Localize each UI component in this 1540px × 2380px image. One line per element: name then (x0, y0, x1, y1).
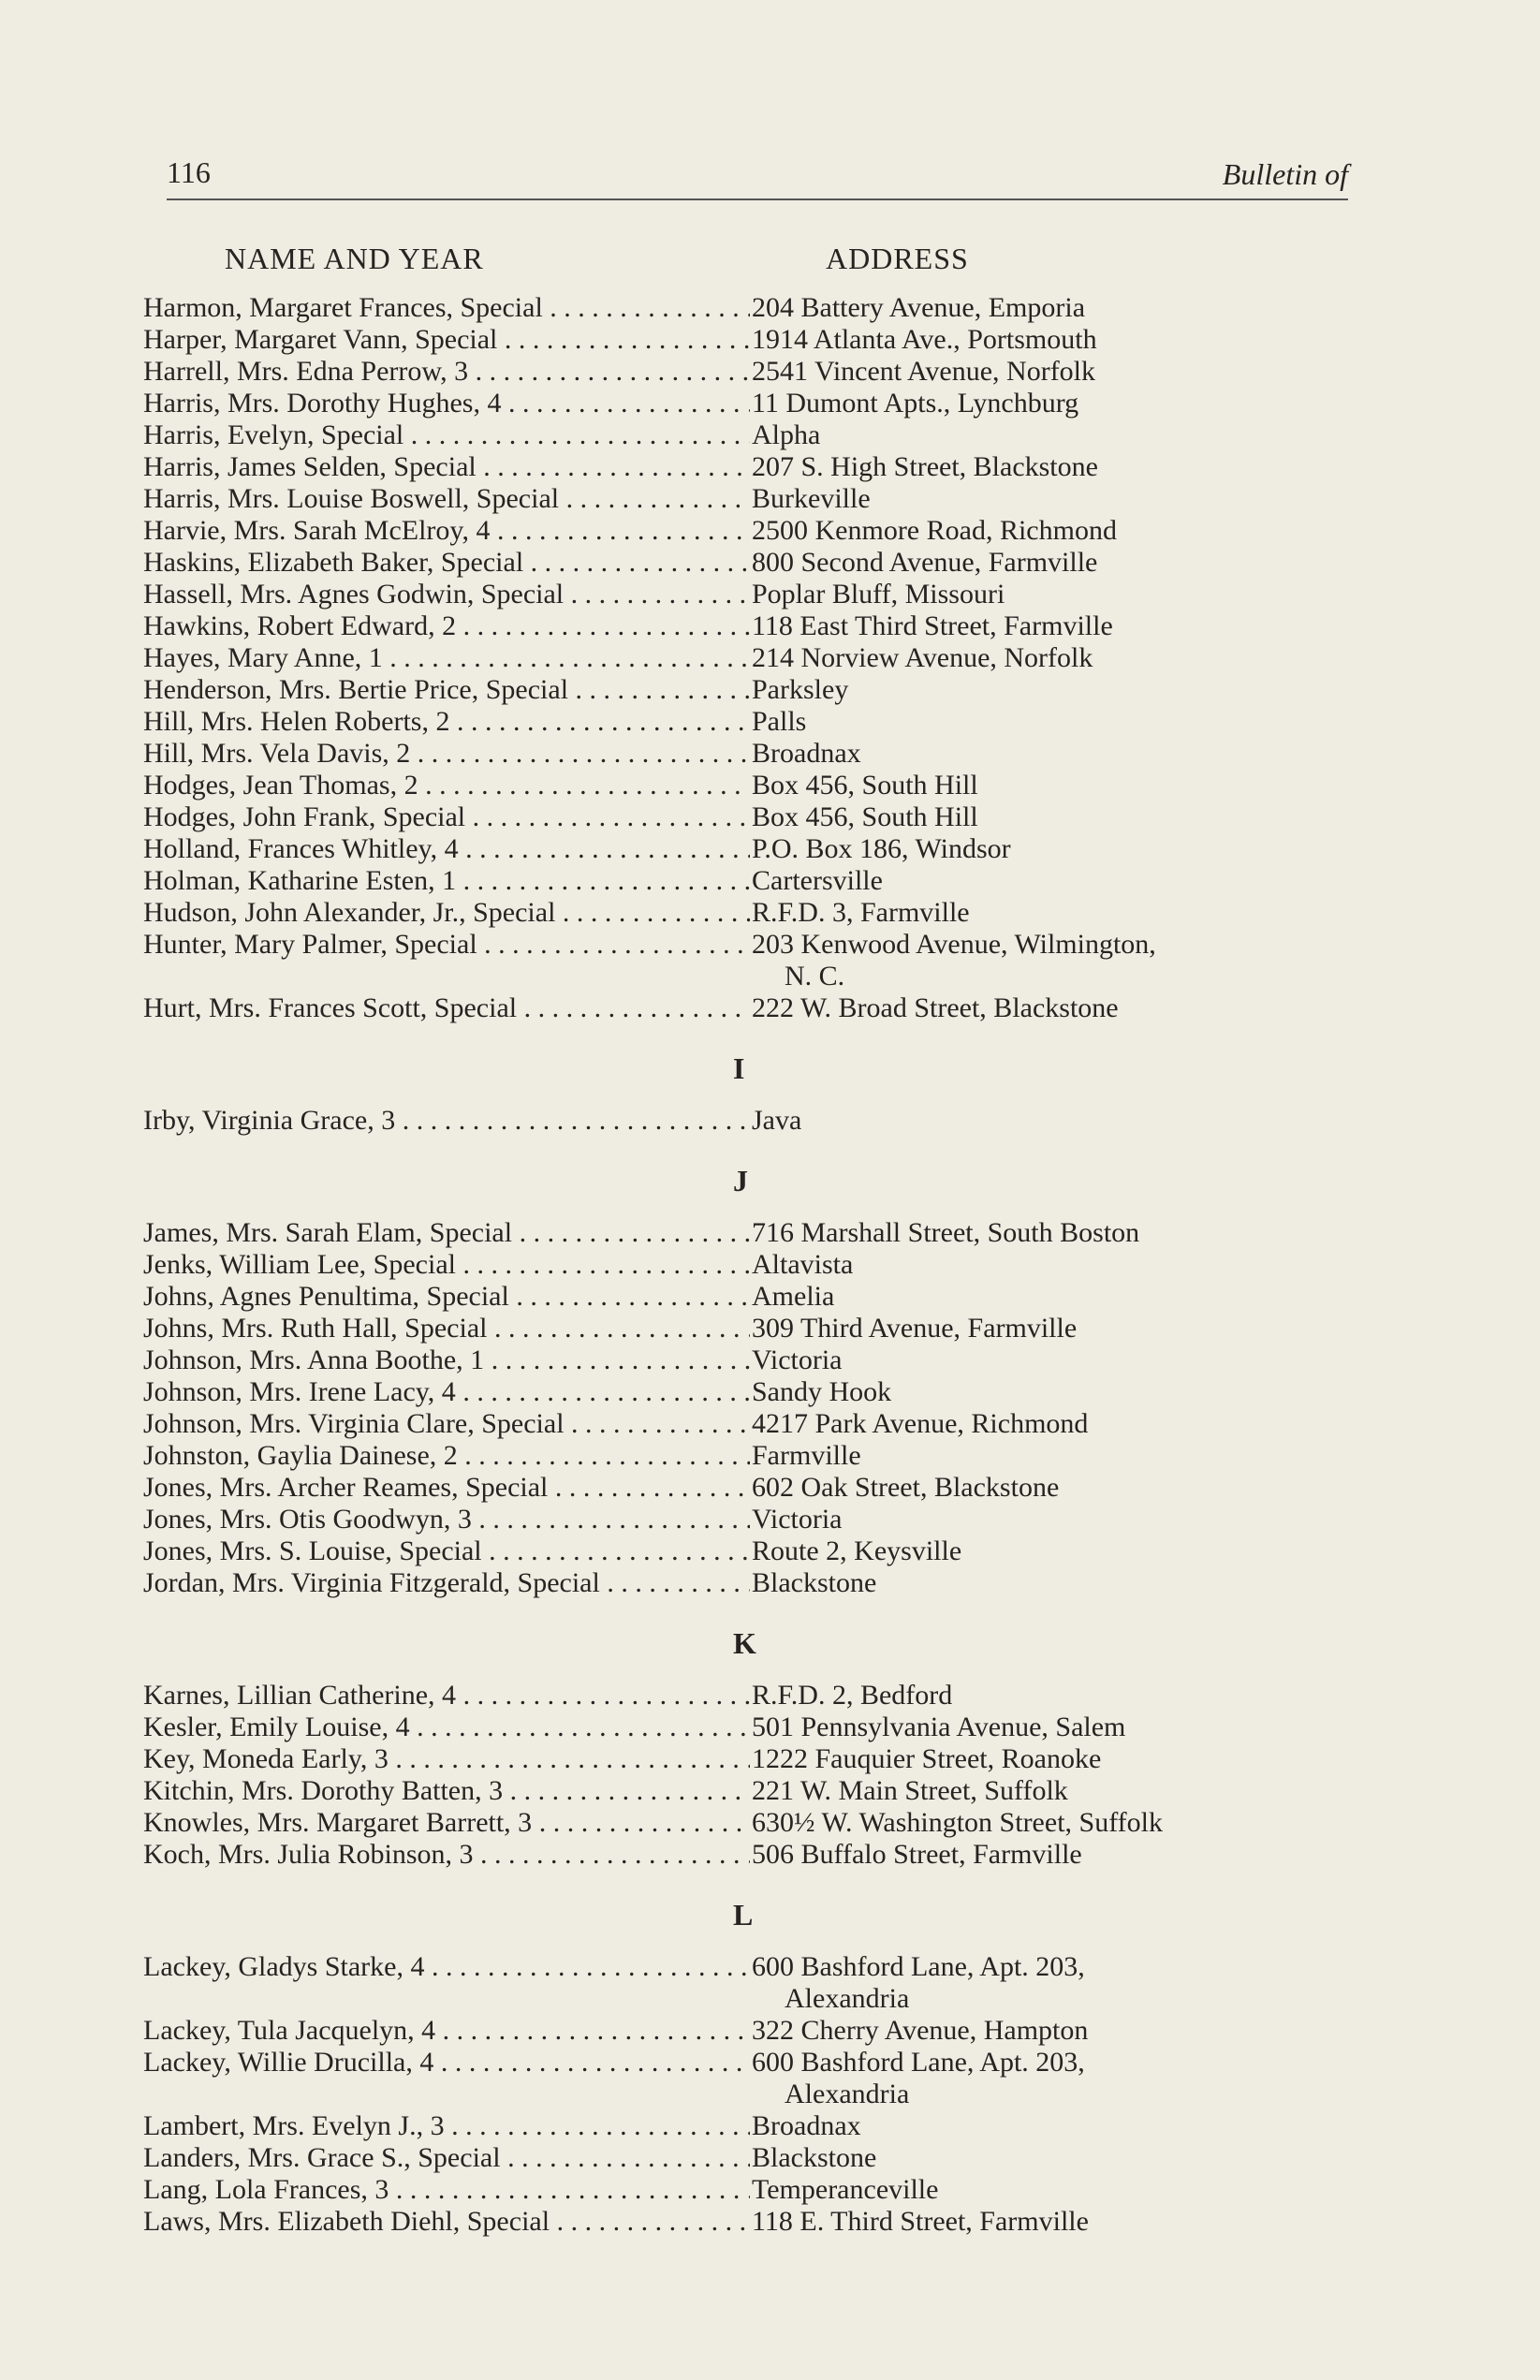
entry-address: R.F.D. 3, Farmville (752, 897, 970, 928)
entry-address: Route 2, Keysville (752, 1535, 962, 1566)
entry-name: Lang, Lola Frances, 3 . . . (143, 2174, 750, 2206)
entry-address: 501 Pennsylvania Avenue, Salem (752, 1712, 1126, 1742)
entry-address: Poplar Bluff, Missouri (752, 579, 1005, 610)
entry-name: Harris, Mrs. Dorothy Hughes, 4 . . . (143, 388, 750, 419)
list-item (143, 833, 1360, 865)
entry-name: Lackey, Gladys Starke, 4 . . . (143, 1951, 750, 1983)
list-item (143, 547, 1360, 579)
entry-address: Sandy Hook (752, 1376, 892, 1407)
section-letter: J (733, 1164, 748, 1197)
entry-name: Hill, Mrs. Vela Davis, 2 . . . (143, 738, 750, 770)
list-item (143, 1807, 1360, 1839)
entry-address: 322 Cherry Avenue, Hampton (752, 2015, 1089, 2046)
entry-name: Johnson, Mrs. Irene Lacy, 4 . . . (143, 1376, 750, 1408)
list-item (143, 388, 1360, 419)
entry-name: James, Mrs. Sarah Elam, Special . . . (143, 1217, 750, 1249)
entry-name: Key, Moneda Early, 3 . . . (143, 1743, 750, 1775)
list-item (143, 1440, 1360, 1472)
list-item (143, 419, 1360, 451)
entry-name: Harvie, Mrs. Sarah McElroy, 4 . . . (143, 515, 750, 547)
entry-name: Kitchin, Mrs. Dorothy Batten, 3 . . . (143, 1775, 750, 1807)
running-title: Bulletin of (1222, 157, 1348, 191)
entry-address: Altavista (752, 1249, 854, 1280)
entry-address: P.O. Box 186, Windsor (752, 833, 1011, 864)
entry-address: R.F.D. 2, Bedford (752, 1680, 953, 1711)
entry-address: 602 Oak Street, Blackstone (752, 1472, 1060, 1503)
entry-name: Harrell, Mrs. Edna Perrow, 3 . . . (143, 356, 750, 388)
section-letter: I (733, 1051, 745, 1085)
list-item (143, 579, 1360, 610)
entry-name: Hayes, Mary Anne, 1 . . . (143, 642, 750, 674)
entry-address: 214 Norview Avenue, Norfolk (752, 642, 1093, 673)
list-item (143, 515, 1360, 547)
entry-address: Box 456, South Hill (752, 801, 978, 832)
entry-address: Parksley (752, 674, 849, 705)
entry-name: Koch, Mrs. Julia Robinson, 3 . . . (143, 1839, 750, 1871)
entry-address: 11 Dumont Apts., Lynchburg (752, 388, 1079, 419)
entry-name: Holman, Katharine Esten, 1 . . . (143, 865, 750, 897)
entry-address: Victoria (752, 1504, 843, 1535)
entry-address-continuation: N. C. (785, 961, 845, 992)
list-item (143, 2174, 1360, 2206)
entry-address: Victoria (752, 1344, 843, 1375)
entry-address: 203 Kenwood Avenue, Wilmington, (752, 929, 1156, 960)
list-item (143, 1217, 1360, 1249)
list-item (143, 1839, 1360, 1871)
entry-name: Laws, Mrs. Elizabeth Diehl, Special . . . (143, 2206, 750, 2238)
entry-address: Temperanceville (752, 2174, 939, 2205)
entry-name: Harper, Margaret Vann, Special . . . (143, 324, 750, 356)
list-item (143, 292, 1360, 324)
list-item (143, 1408, 1360, 1440)
entry-address: 1914 Atlanta Ave., Portsmouth (752, 324, 1097, 355)
entry-address-continuation: Alexandria (785, 1983, 910, 2014)
list-item (143, 1281, 1360, 1313)
entry-address-continuation: Alexandria (785, 2079, 910, 2109)
entry-name: Lambert, Mrs. Evelyn J., 3 . . . (143, 2110, 750, 2142)
entry-name: Hodges, John Frank, Special . . . (143, 801, 750, 833)
directory-list (143, 292, 1360, 2238)
entry-address: Amelia (752, 1281, 835, 1312)
list-item (143, 483, 1360, 515)
entry-address: 600 Bashford Lane, Apt. 203, (752, 2047, 1085, 2078)
entry-address: Broadnax (752, 738, 861, 769)
entry-address: Palls (752, 706, 807, 737)
entry-address: 2500 Kenmore Road, Richmond (752, 515, 1117, 546)
page-number: 116 (167, 155, 211, 189)
entry-name: Harris, Evelyn, Special . . . (143, 419, 750, 451)
entry-name: Johnson, Mrs. Virginia Clare, Special . . . (143, 1408, 750, 1440)
entry-address: 207 S. High Street, Blackstone (752, 451, 1098, 482)
list-item (143, 356, 1360, 388)
entry-name: Hunter, Mary Palmer, Special . . . (143, 929, 750, 961)
entry-address: Java (752, 1105, 802, 1136)
entry-name: Haskins, Elizabeth Baker, Special . . . (143, 547, 750, 579)
list-item (143, 1775, 1360, 1807)
list-item (143, 1567, 1360, 1599)
list-item (143, 1472, 1360, 1504)
section-letter: K (733, 1626, 756, 1660)
entry-name: Jones, Mrs. Otis Goodwyn, 3 . . . (143, 1504, 750, 1535)
list-item (143, 2047, 1360, 2079)
entry-address: Alpha (752, 419, 821, 450)
list-item (143, 929, 1360, 961)
entry-name: Harmon, Margaret Frances, Special . . . (143, 292, 750, 324)
entry-address: 716 Marshall Street, South Boston (752, 1217, 1140, 1248)
entry-name: Knowles, Mrs. Margaret Barrett, 3 . . . (143, 1807, 750, 1839)
entry-name: Karnes, Lillian Catherine, 4 . . . (143, 1680, 750, 1712)
entry-name: Lackey, Tula Jacquelyn, 4 . . . (143, 2015, 750, 2047)
entry-address: Burkeville (752, 483, 871, 514)
entry-name: Jones, Mrs. Archer Reames, Special . . . (143, 1472, 750, 1504)
entry-address: 204 Battery Avenue, Emporia (752, 292, 1086, 323)
entry-name: Henderson, Mrs. Bertie Price, Special . . . (143, 674, 750, 706)
list-item (143, 2206, 1360, 2238)
list-item (143, 706, 1360, 738)
entry-name: Johns, Mrs. Ruth Hall, Special . . . (143, 1313, 750, 1344)
entry-name: Harris, Mrs. Louise Boswell, Special . . . (143, 483, 750, 515)
entry-address: Box 456, South Hill (752, 770, 978, 801)
list-item (143, 2110, 1360, 2142)
entry-name: Hudson, John Alexander, Jr., Special . . . (143, 897, 750, 929)
entry-name: Johnson, Mrs. Anna Boothe, 1 . . . (143, 1344, 750, 1376)
entry-name: Hurt, Mrs. Frances Scott, Special . . . (143, 992, 750, 1024)
entry-name: Hawkins, Robert Edward, 2 . . . (143, 610, 750, 642)
entry-address: Blackstone (752, 2142, 877, 2173)
entry-address: Blackstone (752, 1567, 877, 1598)
list-item (143, 738, 1360, 770)
entry-address: 118 East Third Street, Farmville (752, 610, 1113, 641)
entry-address: Broadnax (752, 2110, 861, 2141)
list-item (143, 1712, 1360, 1743)
list-item (143, 674, 1360, 706)
entry-name: Hassell, Mrs. Agnes Godwin, Special . . . (143, 579, 750, 610)
entry-name: Holland, Frances Whitley, 4 . . . (143, 833, 750, 865)
entry-name: Jenks, William Lee, Special . . . (143, 1249, 750, 1281)
entry-address: 4217 Park Avenue, Richmond (752, 1408, 1089, 1439)
entry-name: Johnston, Gaylia Dainese, 2 . . . (143, 1440, 750, 1472)
page-header (167, 150, 1348, 200)
list-item (143, 770, 1360, 801)
entry-name: Jordan, Mrs. Virginia Fitzgerald, Special . . . (143, 1567, 750, 1599)
entry-name: Irby, Virginia Grace, 3 . . . (143, 1105, 750, 1137)
entry-name: Harris, James Selden, Special . . . (143, 451, 750, 483)
list-item (143, 1680, 1360, 1712)
address-column-heading: ADDRESS (826, 242, 969, 275)
entry-address: 1222 Fauquier Street, Roanoke (752, 1743, 1102, 1774)
list-item (143, 865, 1360, 897)
entry-name: Hill, Mrs. Helen Roberts, 2 . . . (143, 706, 750, 738)
list-item (143, 1743, 1360, 1775)
list-item (143, 610, 1360, 642)
section-letter: L (733, 1898, 754, 1932)
entry-address: Farmville (752, 1440, 861, 1471)
list-item (143, 2142, 1360, 2174)
list-item (143, 324, 1360, 356)
list-item (143, 642, 1360, 674)
list-item (143, 897, 1360, 929)
list-item (143, 1313, 1360, 1344)
entry-name: Jones, Mrs. S. Louise, Special . . . (143, 1535, 750, 1567)
entry-address: 221 W. Main Street, Suffolk (752, 1775, 1068, 1806)
list-item (143, 451, 1360, 483)
entry-name: Johns, Agnes Penultima, Special . . . (143, 1281, 750, 1313)
list-item (143, 801, 1360, 833)
entry-address: 222 W. Broad Street, Blackstone (752, 992, 1119, 1023)
list-item (143, 1249, 1360, 1281)
list-item (143, 992, 1360, 1024)
list-item (143, 1376, 1360, 1408)
entry-address: 309 Third Avenue, Farmville (752, 1313, 1078, 1344)
list-item (143, 1535, 1360, 1567)
entry-address: 118 E. Third Street, Farmville (752, 2206, 1089, 2237)
list-item (143, 1105, 1360, 1137)
entry-name: Hodges, Jean Thomas, 2 . . . (143, 770, 750, 801)
list-item (143, 1344, 1360, 1376)
name-column-heading: NAME AND YEAR (225, 242, 484, 275)
list-item (143, 2015, 1360, 2047)
entry-address: 800 Second Avenue, Farmville (752, 547, 1098, 578)
entry-name: Lackey, Willie Drucilla, 4 . . . (143, 2047, 750, 2079)
entry-address: 630½ W. Washington Street, Suffolk (752, 1807, 1163, 1838)
entry-address: 506 Buffalo Street, Farmville (752, 1839, 1082, 1870)
entry-name: Landers, Mrs. Grace S., Special . . . (143, 2142, 750, 2174)
entry-address: 600 Bashford Lane, Apt. 203, (752, 1951, 1085, 1982)
list-item (143, 1504, 1360, 1535)
entry-name: Kesler, Emily Louise, 4 . . . (143, 1712, 750, 1743)
list-item (143, 1951, 1360, 1983)
entry-address: 2541 Vincent Avenue, Norfolk (752, 356, 1096, 387)
entry-address: Cartersville (752, 865, 883, 896)
